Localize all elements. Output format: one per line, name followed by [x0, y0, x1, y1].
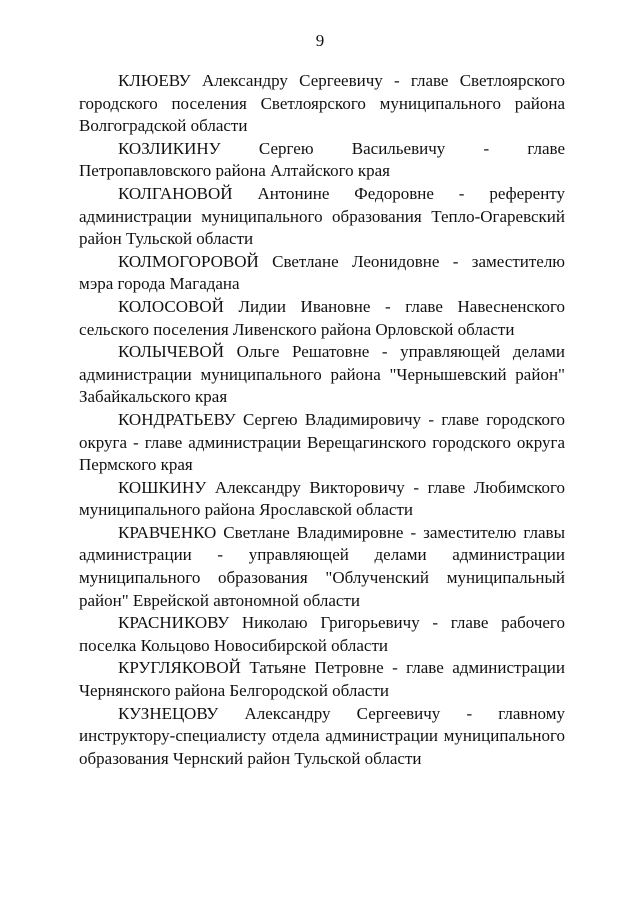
award-list	[79, 70, 565, 770]
list-item: КОЛЫЧЕВОЙ Ольге Решатовне - управляющей делами администрации муниципального района "Чернышевский район" Забайкальского края	[79, 342, 565, 407]
page-number: 9	[315, 31, 325, 50]
list-item: КОЛМОГОРОВОЙ Светлане Леонидовне - заместителю мэра города Магадана	[79, 251, 565, 294]
list-item: КОШКИНУ Александру Викторовичу - главе Любимского муниципального района Ярославской области	[79, 477, 565, 520]
list-item: КОЛОСОВОЙ Лидии Ивановне - главе Навесненского сельского поселения Ливенского района Орловской области	[79, 296, 565, 339]
list-item: КОНДРАТЬЕВУ Сергею Владимировичу - главе городского округа - главе администрации Верещагинского городского округа Пермского края	[79, 409, 565, 475]
list-item: КУЗНЕЦОВУ Александру Сергеевичу - главному инструктору-специалисту отдела администрации муниципального образования Чернский район Тульской области	[79, 703, 565, 768]
list-item: КРАВЧЕНКО Светлане Владимировне - заместителю главы администрации - управляющей делами администрации муниципального образования "Облученский муниципальный район" Еврейской автономной области	[79, 522, 565, 610]
list-item: КОЗЛИКИНУ Сергею Васильевичу - главе Петропавловского района Алтайского края	[79, 138, 565, 181]
list-item: КЛЮЕВУ Александру Сергеевичу - главе Светлоярского городского поселения Светлоярского муниципального района Волгоградской области	[79, 71, 565, 136]
list-item: КОЛГАНОВОЙ Антонине Федоровне - референту администрации муниципального образования Тепло-Огаревский район Тульской области	[79, 183, 565, 249]
list-item: КРУГЛЯКОВОЙ Татьяне Петровне - главе администрации Чернянского района Белгородской области	[79, 658, 565, 701]
list-item: КРАСНИКОВУ Николаю Григорьевичу - главе рабочего поселка Кольцово Новосибирской области	[79, 613, 565, 655]
